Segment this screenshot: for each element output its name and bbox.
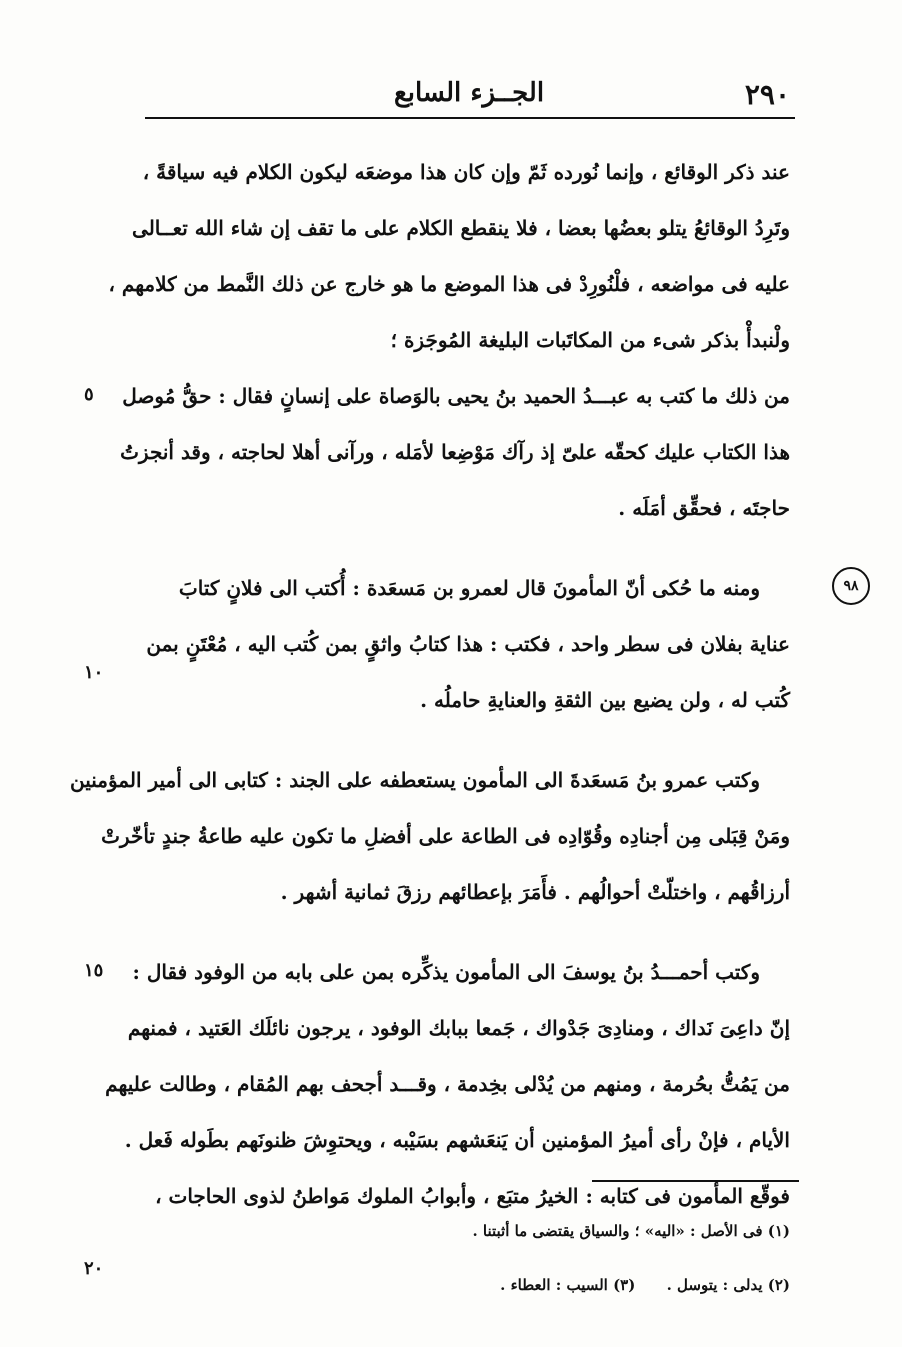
line-number-10: ١٠ <box>84 662 104 683</box>
text-line: وكتب عمرو بنُ مَسعَدةَ الى المأمون يستعطفه على الجند : كتابى الى أمير المؤمنين <box>69 768 760 792</box>
footnotes <box>380 1204 790 1312</box>
paragraph-intro <box>108 144 790 368</box>
line-number-15: ١٥ <box>84 960 104 981</box>
text-line: عند ذكر الوقائع ، وإنما نُورده ثَمّ وإن كان هذا موضعَه ليكون الكلام فيه سياقةً ، <box>142 160 790 184</box>
footnote-row-2 <box>380 1258 790 1312</box>
text-line: إنّ داعِىَ نَداك ، ومنادِىَ جَدْواك ، جَمعا ببابك الوفود ، يرجون نائلَك العَتيد ، فمنهم <box>127 1016 790 1040</box>
running-title: الجــزء السابع <box>393 78 545 108</box>
footnote-2: (٢) يدلى : يتوسل . <box>666 1276 790 1294</box>
text-line: من يَمُتُّ بحُرمة ، ومنهم من يُدْلى بخِدمة ، وقـــد أجحف بهم المُقام ، وطالت عليهم <box>105 1072 790 1096</box>
footnote-3: (٣) السيب : العطاء . <box>500 1276 636 1294</box>
page-seal-icon: ٩٨ <box>832 567 870 605</box>
text-line: الأيام ، فإنْ رأى أميرُ المؤمنين أن يَنعَشهم بسَيْبه ، ويحتوِشَ ظنونَهم بطَوله فَعل . <box>124 1128 790 1152</box>
header-rule <box>145 117 795 119</box>
paragraph-ahmad-yusuf <box>105 944 790 1224</box>
text-line: هذا الكتاب عليك كحقّه علىّ إذ رآك مَوْضِعا لأمَله ، ورآنى أهلا لحاجته ، وقد أنجزتُ <box>120 440 790 464</box>
text-line: من ذلك ما كتب به عبـــدُ الحميد بنُ يحيى بالوَصاة على إنسانٍ فقال : حقُّ مُوصل <box>122 384 790 408</box>
footnote-1: (١) فى الأصل : «اليه» ؛ والسياق يقتضى ما أثبتنا . <box>472 1222 790 1240</box>
text-line: ومنه ما حُكى أنّ المأمونَ قال لعمرو بن مَسعَدة : أُكتب الى فلانٍ كتابَ <box>178 576 760 600</box>
text-line: حاجتَه ، فحقِّق أمَلَه . <box>618 496 790 520</box>
footnote-rule <box>592 1180 799 1182</box>
text-line: وتَرِدُ الوقائعُ يتلو بعضُها بعضا ، فلا ينقطع الكلام على ما تقف إن شاء الله تعــالى <box>132 216 790 240</box>
text-line: كُتب له ، ولن يضيع بين الثقةِ والعنايةِ حاملُه . <box>420 688 790 712</box>
text-line: عليه فى مواضعه ، فلْنُورِدْ فى هذا الموضع ما هو خارج عن ذلك النَّمط من كلامهم ، <box>108 272 790 296</box>
paragraph-abdulhamid <box>120 368 790 536</box>
text-line: ولْنبدأْ بذكر شىء من المكاتَبات البليغة المُوجَزة ؛ <box>390 328 790 352</box>
paragraph-mamun-amr <box>148 560 790 728</box>
line-number-20: ٢٠ <box>84 1258 104 1279</box>
text-line: ومَنْ قِبَلى مِن أجنادِه وقُوّادِه فى الطاعة على أفضلِ ما تكون عليه طاعةُ جندٍ تأخّرتْ <box>101 824 790 848</box>
text-line: فوقّع المأمون فى كتابه : الخيرُ متبَع ، وأبوابُ الملوك مَواطنُ لذوى الحاجات ، <box>155 1184 790 1208</box>
line-number-5: ٥ <box>84 384 94 405</box>
paragraph-amr-army <box>69 752 790 920</box>
text-line: أرزاقُهم ، واختلّتْ أحوالُهم . فأَمَرَ بإعطائهم رزقَ ثمانية أشهر . <box>280 880 790 904</box>
page-number: ٢٩٠ <box>744 78 790 111</box>
text-line: وكتب أحمـــدُ بنُ يوسفَ الى المأمون يذكِّره بمن على بابه من الوفود فقال : <box>132 960 760 984</box>
text-line: عناية بفلان فى سطر واحد ، فكتب : هذا كتابُ واثقٍ بمن كُتب اليه ، مُعْتَنٍ بمن <box>146 632 790 656</box>
